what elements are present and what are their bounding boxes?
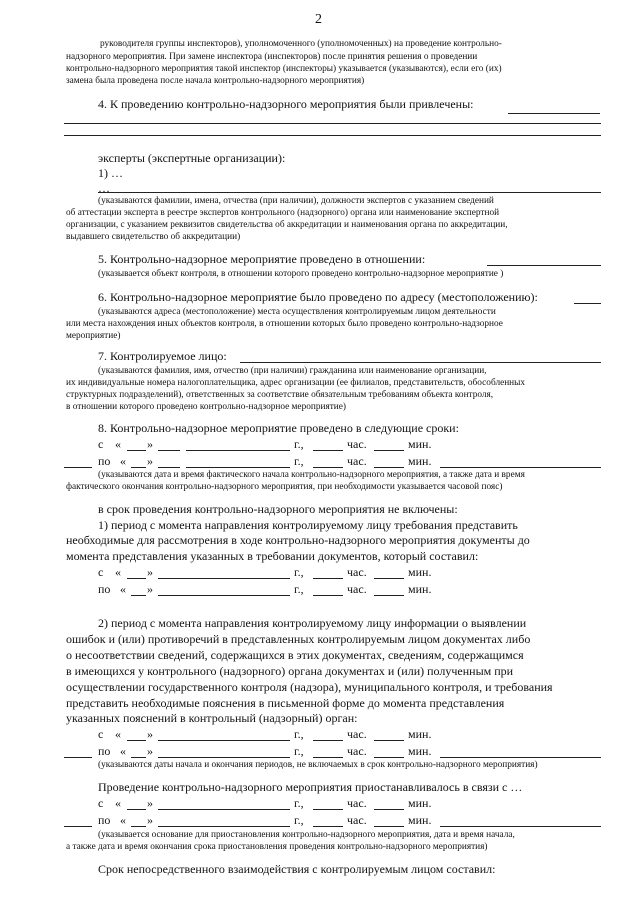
fill-line [64,826,92,827]
minute-field[interactable] [374,809,404,810]
close-quote: » [147,727,153,741]
hour-label: час. [347,727,367,741]
exclusions-p2-line: о несоответствии сведений, содержащихся в этих документах, сведениям, содержащимся [66,648,524,662]
label-to: по [98,454,111,468]
hour-field[interactable] [313,578,343,579]
year-label: г., [294,796,304,810]
month-year-field[interactable] [158,578,290,579]
section-4-note: организации, с указанием реквизитов свидетельства об аккредитации и наименования органа по аккредитации, [66,220,508,230]
month-year-field[interactable] [158,826,290,827]
minute-label: мин. [408,582,432,596]
exclusions-lead: в срок проведения контрольно-надзорного мероприятия не включены: [98,502,458,516]
fill-line [98,192,601,193]
section-6-note: или места нахождения иных объектов контроля, в отношении которых было проведено контрольно-надзорное [66,319,503,329]
exclusions-p2-line: 2) период с момента направления контролируемому лицу информации о выявлении [98,616,527,630]
close-quote: » [147,796,153,810]
open-quote: « [115,727,121,741]
fill-line [64,135,601,136]
experts-item-more: … [98,181,110,195]
exclusions-p1-line: момента представления указанных в требовании документов, который составил: [66,549,479,563]
section-4-note: выдавшего свидетельство об аккредитации) [66,232,241,242]
hour-field[interactable] [313,826,343,827]
close-quote: » [147,813,153,827]
hour-field[interactable] [313,740,343,741]
fill-line [440,467,601,468]
direct-interaction-heading: Срок непосредственного взаимодействия с контролируемым лицом составил: [98,862,496,876]
day-field[interactable] [127,450,146,451]
experts-item-1: 1) … [98,166,123,180]
minute-label: мин. [408,744,432,758]
fill-line [487,265,601,266]
section-4-note: об аттестации эксперта в реестре экспертов контрольного (надзорного) органа или наименование экспертной [66,208,500,218]
intro-line: контрольно-надзорного мероприятия такой инспектор (инспекторы) указывается (указываются), если его (их) [66,64,502,74]
year-label: г., [294,437,304,451]
year-label: г., [294,727,304,741]
section-7-note: (указываются фамилия, имя, отчество (при наличии) гражданина или наименование организации, [98,366,487,376]
section-7-note: структурных подразделений), ответственных за соответствие обязательным требованиям объекта контроля, [66,390,494,400]
suspension-heading: Проведение контрольно-надзорного мероприятия приостанавливалось в связи с … [98,780,523,794]
minute-field[interactable] [374,467,404,468]
section-8-note: (указываются дата и время фактического начала контрольно-надзорного мероприятия, а также дата и время [98,470,525,480]
hour-label: час. [347,454,367,468]
day-field[interactable] [127,809,146,810]
month-year-field[interactable] [158,740,290,741]
exclusions-p1-line: необходимые для рассмотрения в ходе контрольно-надзорного мероприятия документы до [66,533,530,547]
hour-label: час. [347,565,367,579]
close-quote: » [147,582,153,596]
label-from: с [98,727,104,741]
suspension-note: а также дата и время окончания срока приостановления проведения контрольно-надзорного мероприятия) [66,842,488,852]
hour-label: час. [347,796,367,810]
open-quote: « [120,813,126,827]
fill-line [440,826,601,827]
open-quote: « [120,744,126,758]
section-4-note: (указываются фамилии, имена, отчества (при наличии), должности экспертов с указанием сведений [98,196,494,206]
section-7-note: их индивидуальные номера налогоплательщика, адрес организации (ее филиалов, представительств, обособленных [66,378,526,388]
minute-field[interactable] [374,826,404,827]
open-quote: « [115,565,121,579]
exclusions-p2-line: осуществлении государственного контроля (надзора), муниципального контроля, и требования [66,680,553,694]
label-to: по [98,582,111,596]
section-6-note: (указываются адреса (местоположение) места осуществления контролируемым лицом деятельности [98,307,496,317]
label-to: по [98,813,111,827]
day-field[interactable] [131,757,146,758]
month-year-field[interactable] [158,809,290,810]
periods-note: (указываются даты начала и окончания периодов, не включаемых в срок контрольно-надзорного мероприятия) [98,760,538,770]
day-field[interactable] [131,595,146,596]
label-from: с [98,565,104,579]
hour-field[interactable] [313,757,343,758]
open-quote: « [120,454,126,468]
close-quote: » [147,565,153,579]
minute-field[interactable] [374,757,404,758]
section-5-note: (указывается объект контроля, в отношении которого проведено контрольно-надзорное мероприятие ) [98,269,504,279]
exclusions-p2-line: указанных пояснений в контрольный (надзорный) орган: [66,711,358,725]
fill-line [508,113,600,114]
section-7-heading: 7. Контролируемое лицо: [98,349,227,363]
minute-label: мин. [408,727,432,741]
exclusions-p2-line: в имеющихся у контрольного (надзорного) органа документах и (или) полученным при [66,664,514,678]
experts-label: эксперты (экспертные организации): [98,151,286,165]
year-label: г., [294,813,304,827]
hour-label: час. [347,437,367,451]
close-quote: » [147,744,153,758]
fill-line [64,123,601,124]
label-from: с [98,437,104,451]
close-quote: » [147,454,153,468]
minute-field[interactable] [374,578,404,579]
month-year-field[interactable] [158,757,290,758]
year-label: г., [294,744,304,758]
month-field[interactable] [158,467,180,468]
label-to: по [98,744,111,758]
minute-field[interactable] [374,595,404,596]
day-field[interactable] [131,467,146,468]
hour-field[interactable] [313,450,343,451]
exclusions-p1-line: 1) период с момента направления контролируемому лицу требования представить [98,518,518,532]
section-8-heading: 8. Контрольно-надзорное мероприятие проведено в следующие сроки: [98,421,459,435]
minute-label: мин. [408,813,432,827]
day-field[interactable] [127,740,146,741]
minute-label: мин. [408,796,432,810]
hour-label: час. [347,813,367,827]
minute-label: мин. [408,437,432,451]
intro-line: руководителя группы инспекторов), уполномоченного (уполномоченных) на проведение контрольно- [100,39,502,49]
fill-line [440,757,601,758]
fill-line [574,303,601,304]
month-year-field[interactable] [158,595,290,596]
minute-label: мин. [408,565,432,579]
fill-line [64,467,92,468]
open-quote: « [115,437,121,451]
exclusions-p2-line: представить необходимые пояснения в письменной форме до момента представления [66,696,505,710]
suspension-note: (указывается основание для приостановления контрольно-надзорного мероприятия, дата и время начала, [98,830,515,840]
open-quote: « [120,582,126,596]
year-field[interactable] [186,450,290,451]
hour-field[interactable] [313,595,343,596]
section-4-heading: 4. К проведению контрольно-надзорного мероприятия были привлечены: [98,97,474,111]
intro-line: замена была проведена после начала контрольно-надзорного мероприятия) [66,76,365,86]
exclusions-p2-line: ошибок и (или) противоречий в представленных контролируемым лицом документах либо [66,632,531,646]
year-field[interactable] [186,467,290,468]
section-6-note: мероприятие) [66,331,121,341]
fill-line [64,757,92,758]
page-number: 2 [315,12,322,27]
minute-field[interactable] [374,450,404,451]
section-8-note: фактического окончания контрольно-надзорного мероприятия, при необходимости указывается часовой пояс) [66,482,503,492]
year-label: г., [294,454,304,468]
month-field[interactable] [158,450,180,451]
hour-label: час. [347,744,367,758]
section-7-note: в отношении которого проведено контрольно-надзорное мероприятие) [66,402,346,412]
minute-field[interactable] [374,740,404,741]
hour-field[interactable] [313,467,343,468]
day-field[interactable] [131,826,146,827]
open-quote: « [115,796,121,810]
label-from: с [98,796,104,810]
year-label: г., [294,565,304,579]
section-5-heading: 5. Контрольно-надзорное мероприятие проведено в отношении: [98,252,426,266]
fill-line [240,362,601,363]
hour-field[interactable] [313,809,343,810]
section-6-heading: 6. Контрольно-надзорное мероприятие было проведено по адресу (местоположению): [98,290,538,304]
hour-label: час. [347,582,367,596]
day-field[interactable] [127,578,146,579]
close-quote: » [147,437,153,451]
year-label: г., [294,582,304,596]
intro-line: надзорного мероприятия. При замене инспектора (инспекторов) после принятия решения о проведении [66,52,478,62]
minute-label: мин. [408,454,432,468]
